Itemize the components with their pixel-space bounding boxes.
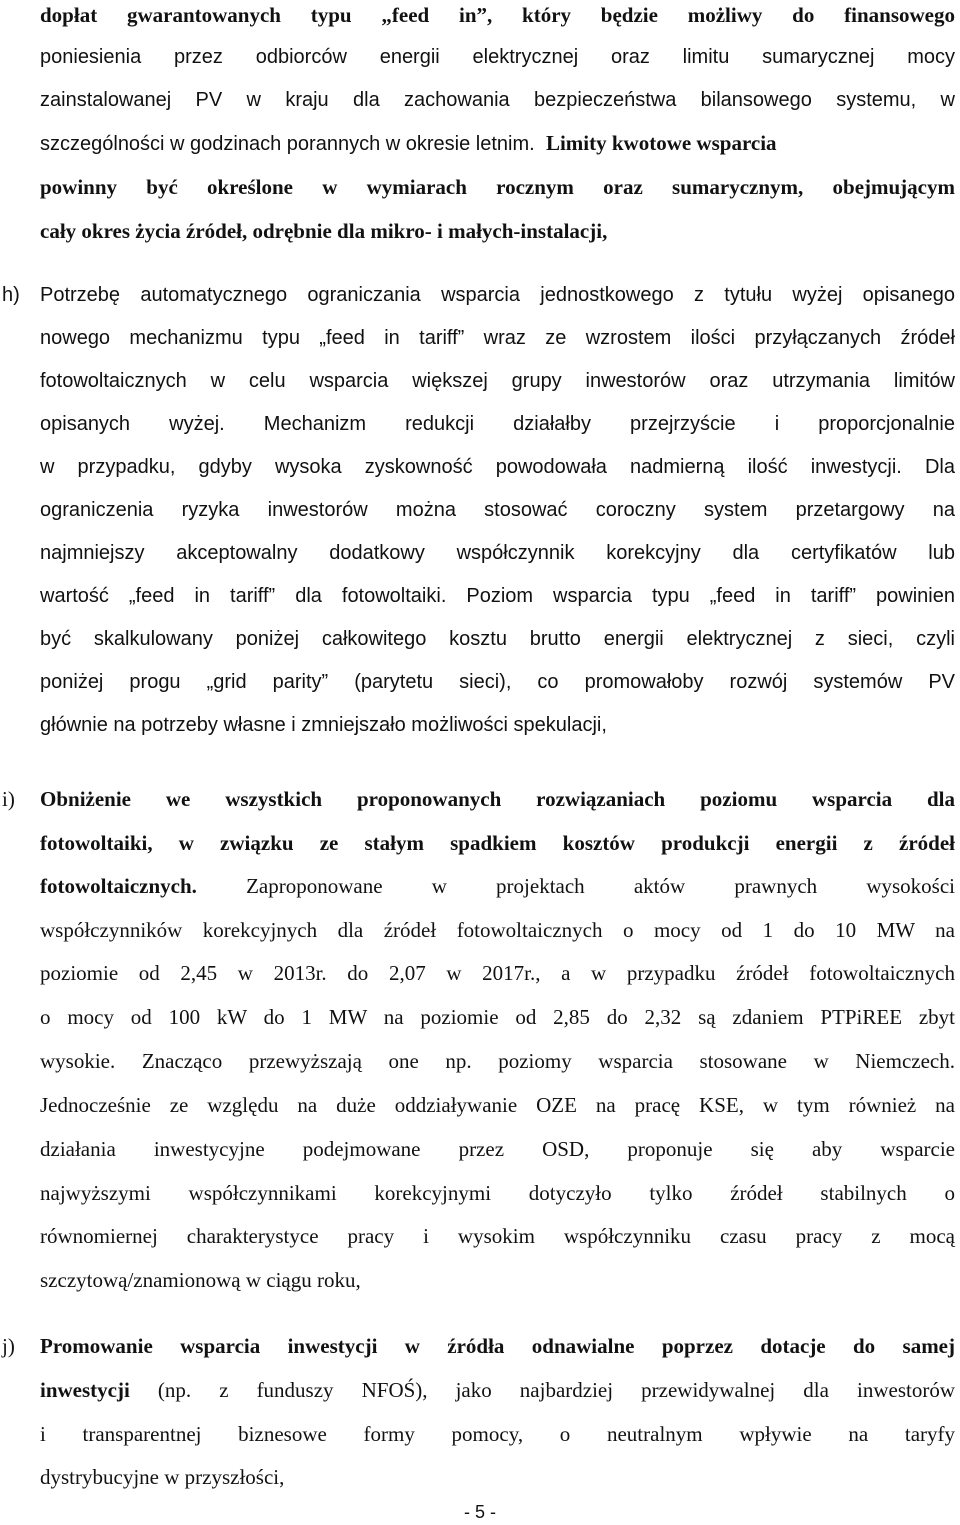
text-line: Jednocześnie ze względu na duże oddziaływanie OZE na pracę KSE, w tym również na (40, 1093, 955, 1117)
text-span: Zaproponowane w projektach aktów prawnych wysokości (246, 874, 956, 898)
list-marker-i: i) (2, 787, 15, 811)
text-line: współczynników korekcyjnych dla źródeł fotowoltaicznych o mocy od 1 do 10 MW na (40, 918, 955, 942)
text-line (40, 1375, 955, 1405)
list-marker-j: j) (2, 1334, 15, 1358)
text-line: dystrybucyjne w przyszłości, (40, 1465, 285, 1489)
text-line: cały okres życia źródeł, odrębnie dla mikro- i małych-instalacji, (40, 219, 608, 243)
text-line: działania inwestycyjne podejmowane przez OSD, proponuje się aby wsparcie (40, 1137, 955, 1161)
page-number: - 5 - (463, 1502, 496, 1522)
text-line: najmniejszy akceptowalny dodatkowy współczynnik korekcyjny dla certyfikatów lub (40, 542, 955, 564)
text-line: fotowoltaiki, w związku ze stałym spadkiem kosztów produkcji energii z źródeł (40, 831, 955, 855)
text-line: Promowanie wsparcia inwestycji w źródła odnawialne poprzez dotacje do samej (40, 1334, 955, 1358)
text-line: poniżej progu „grid parity” (parytetu sieci), co promowałoby rozwój systemów PV (40, 671, 955, 693)
text-line: dopłat gwarantowanych typu „feed in”, który będzie możliwy do finansowego (40, 3, 955, 27)
text-line: poniesienia przez odbiorców energii elektrycznej oraz limitu sumarycznej mocy (40, 46, 955, 68)
text-line: poziomie od 2,45 w 2013r. do 2,07 w 2017r., a w przypadku źródeł fotowoltaicznych (40, 961, 955, 985)
text-line: powinny być określone w wymiarach rocznym oraz sumarycznym, obejmującym (40, 175, 955, 199)
bold-span: Limity kwotowe wsparcia (545, 131, 777, 155)
text-line: wysokie. Znacząco przewyższają one np. poziomy wsparcia stosowane w Niemczech. (40, 1049, 955, 1073)
bold-span: inwestycji (40, 1378, 130, 1402)
text-span: (np. z funduszy NFOŚ), jako najbardziej przewidywalnej dla inwestorów (157, 1378, 956, 1402)
text-line: najwyższymi współczynnikami korekcyjnymi dotyczyło tylko źródeł stabilnych o (40, 1181, 955, 1205)
text-line: szczytową/znamionową w ciągu roku, (40, 1268, 361, 1292)
text-line: fotowoltaicznych w celu wsparcia większej grupy inwestorów oraz utrzymania limitów (40, 370, 955, 392)
text-line: nowego mechanizmu typu „feed in tariff” wraz ze wzrostem ilości przyłączanych źródeł (40, 327, 955, 349)
text-line: wartość „feed in tariff” dla fotowoltaiki. Poziom wsparcia typu „feed in tariff” powinien (40, 585, 955, 607)
text-line: równomiernej charakterystyce pracy i wysokim współczynniku czasu pracy z mocą (40, 1224, 955, 1248)
bold-span: fotowoltaicznych. (40, 874, 197, 898)
text-span: szczególności w godzinach porannych w okresie letnim. (40, 133, 535, 155)
text-line: zainstalowanej PV w kraju dla zachowania bezpieczeństwa bilansowego systemu, w (40, 89, 955, 111)
text-line: Potrzebę automatycznego ograniczania wsparcia jednostkowego z tytułu wyżej opisanego (40, 284, 955, 306)
text-line: opisanych wyżej. Mechanizm redukcji działałby przejrzyście i proporcjonalnie (40, 413, 955, 435)
text-line: być skalkulowany poniżej całkowitego kosztu brutto energii elektrycznej z sieci, czyli (40, 628, 955, 650)
text-line: Obniżenie we wszystkich proponowanych rozwiązaniach poziomu wsparcia dla (40, 787, 955, 811)
text-line: i transparentnej biznesowe formy pomocy, o neutralnym wpływie na taryfy (40, 1422, 955, 1446)
text-line (40, 871, 955, 901)
text-line: o mocy od 100 kW do 1 MW na poziomie od 2,85 do 2,32 są zdaniem PTPiREE zbyt (40, 1005, 955, 1029)
list-marker-h: h) (2, 284, 20, 306)
text-line: w przypadku, gdyby wysoka zyskowność powodowała nadmierną ilość inwestycji. Dla (40, 456, 955, 478)
text-line: ograniczenia ryzyka inwestorów można stosować coroczny system przetargowy na (40, 499, 955, 521)
text-line: głównie na potrzeby własne i zmniejszało możliwości spekulacji, (40, 714, 607, 736)
text-line (40, 128, 955, 158)
